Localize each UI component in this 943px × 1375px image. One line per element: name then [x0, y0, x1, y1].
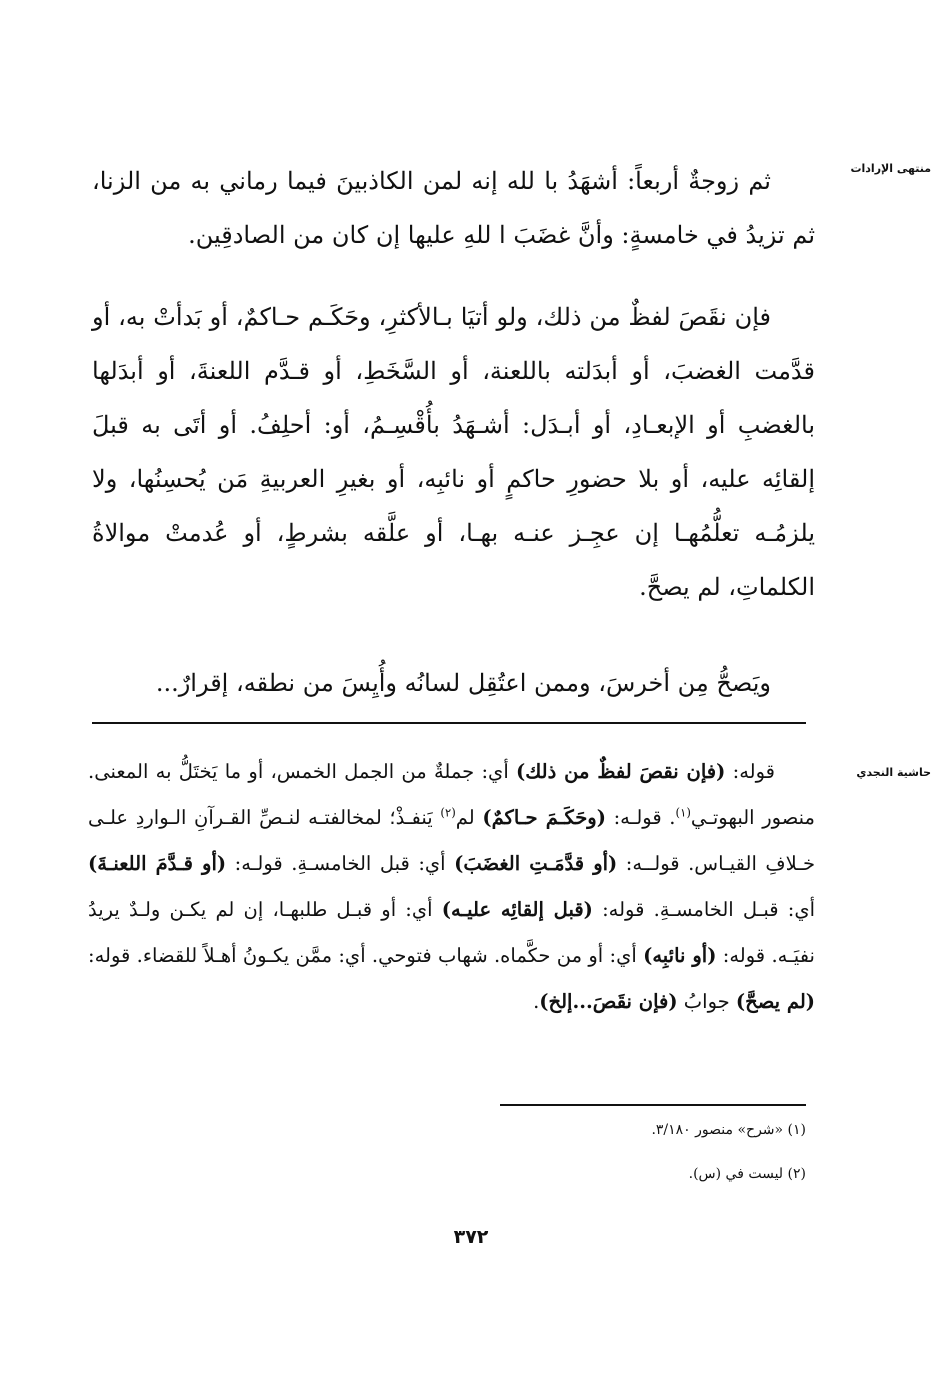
- commentary-text: أي: قبل الخامسـةِ. قولـه:: [226, 852, 455, 875]
- main-paragraph-3-text: ويَصحُّ مِن أخرسَ، وممن اعتُقِل لسانُه وأُيِسَ من نطقه، إقرارٌ...: [155, 669, 771, 697]
- commentary-text: أي: قبـل الخامسـةِ. قوله:: [592, 898, 815, 921]
- commentary-text: أي: أو قبـل طلبهـا، إن لم يكـن ولـدٌ يريدُ نفيَـه. قوله:: [88, 898, 815, 967]
- commentary-quote: (قبل إلقائِه عليـه): [441, 898, 593, 921]
- commentary-quote: (فإن نقصَ لفظٌ من ذلك): [516, 760, 726, 783]
- footnote-ref-2: (٢): [440, 805, 456, 820]
- commentary-text: . قولـه:: [605, 806, 676, 829]
- commentary-text: قوله:: [725, 760, 775, 783]
- main-paragraph-2-text: فإن نقَصَ لفظٌ من ذلك، ولو أتيَا بـالأكثرِ، وحَكَـم حـاكمٌ، أو بَدأتْ به، أو قدَّمت الغضبَ، أو أبدَلته باللعنة، أو السَّخَطِ، أو قـدَّم اللعنةَ، أو أبدَلها بالغضبِ أو الإبعـادِ، أو أبـدَل: أشـهَدُ بأُقْسِـمُ، أو: أحلِفُ. أو أتَى به قبلَ إلقائِه عليه، أو بلا حضورِ حاكمٍ أو نائبِه، أو بغيرِ العربيةِ مَن يُحسِنُها، ولا يلزمُـه تعلُّمُهـا إن عجِـز عنـه بهـا، أو علَّقه بشرطٍ، أو عُدمتْ موالاةُ الكلماتِ، لم يصحَّ.: [92, 303, 816, 601]
- footnotes-block: [400, 1120, 806, 1184]
- commentary-text: لم: [455, 806, 483, 829]
- footnote-1: (١) «شرح» منصور ٣/١٨٠.: [651, 1122, 806, 1138]
- commentary-quote: (لم يصحَّ): [735, 990, 815, 1013]
- commentary-text: يَنفـذْ؛ لمخالفتـه لنـصِّ القـرآنِ الـواردِ علـى خـلافِ القيـاس. قولــه:: [88, 806, 815, 875]
- footnotes-divider: [500, 1104, 806, 1106]
- margin-label-source: منتهى الإرادات: [850, 162, 931, 175]
- page-number: ٣٧٢: [453, 1226, 489, 1248]
- commentary-quote: (وحَكَـمَ حـاكمٌ): [482, 806, 606, 829]
- commentary-text: .: [533, 990, 540, 1013]
- footnote-ref-1: (١): [675, 805, 691, 820]
- commentary-text: أي: جملةٌ من الجمل الخمس، أو ما يَختَلُّ به المعنى. منصور البهوتـي: [88, 760, 815, 829]
- commentary-quote: (أو نائبِه): [643, 944, 717, 967]
- main-paragraph-3: [92, 656, 815, 710]
- main-text-divider: [92, 722, 806, 724]
- commentary-text: جوابُ: [677, 990, 736, 1013]
- commentary-block: [88, 749, 815, 1025]
- commentary-paragraph: [88, 749, 815, 1025]
- footnote-2: (٢) ليست في (س).: [688, 1166, 806, 1182]
- main-paragraph-2: [92, 290, 815, 614]
- commentary-quote: (أو قـدَّمَ اللعنـةَ): [88, 852, 227, 875]
- commentary-text: أي: أو من حكَّماه. شهاب فتوحي. أي: ممَّن يكـونُ أهـلاً للقضاء. قوله:: [88, 944, 644, 967]
- commentary-quote: (أو قدَّمَـتِ الغضَبَ): [454, 852, 618, 875]
- main-paragraph-1: [92, 154, 815, 262]
- margin-label-commentary: حاشية النجدي: [856, 766, 931, 779]
- commentary-quote: (فإن نقَصَ...إلخ): [539, 990, 678, 1013]
- main-paragraph-1-text: ثم زوجةٌ أربعاً: أشهَدُ با لله إنه لمن الكاذبينَ فيما رماني به من الزنا، ثم تزيدُ في خامسةٍ: وأنَّ غضَبَ ا للهِ عليها إن كان من الصادقِين.: [92, 167, 815, 249]
